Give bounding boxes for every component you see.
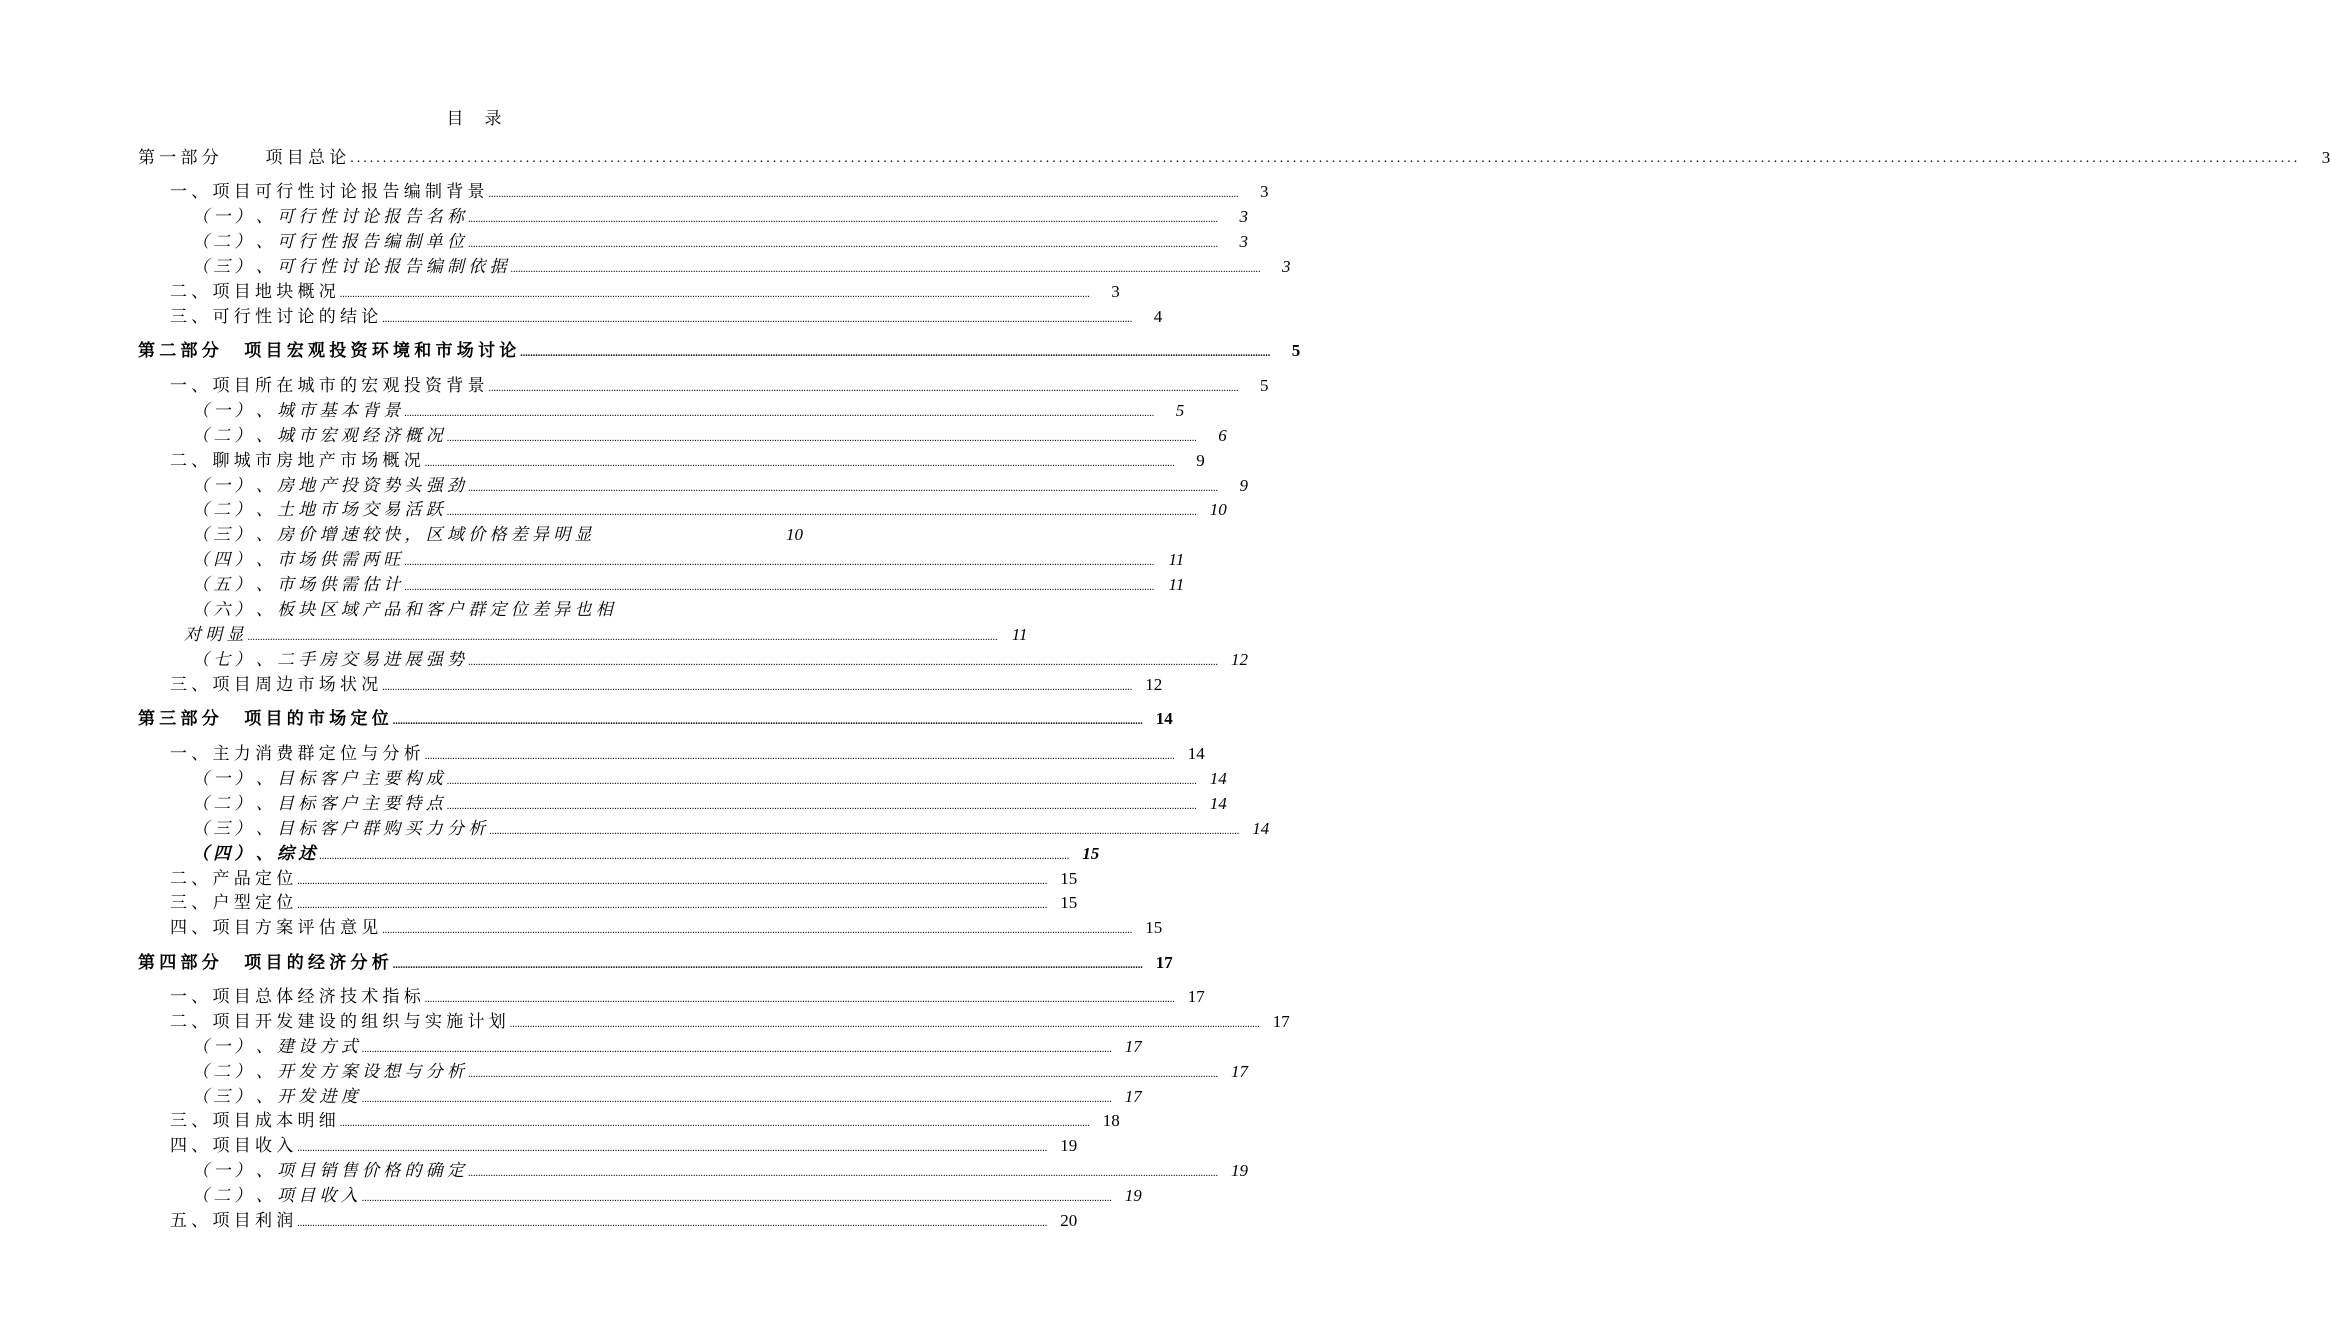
toc-entry[interactable] xyxy=(170,373,1269,397)
toc-page-number: 3 xyxy=(1260,182,1269,201)
toc-entry[interactable] xyxy=(192,1059,1248,1083)
toc-entry[interactable] xyxy=(192,254,1291,278)
dot-leader: ............................................................................................................................................................................................................................................................................................................ xyxy=(468,1069,1218,1080)
toc-entry[interactable] xyxy=(192,1158,1248,1182)
toc-entry[interactable] xyxy=(170,866,1078,890)
toc-entry-title: （ 一 ） 、 目 标 客 户 主 要 构 成 xyxy=(192,769,443,788)
toc-entry[interactable] xyxy=(170,890,1078,914)
toc-page-number: 3 xyxy=(1282,257,1291,276)
toc-entry[interactable] xyxy=(138,706,1173,730)
toc-entry[interactable] xyxy=(192,816,1270,840)
toc-entry[interactable] xyxy=(192,522,803,546)
toc-entry[interactable] xyxy=(170,1208,1078,1232)
toc-entry[interactable] xyxy=(170,304,1163,328)
toc-entry[interactable] xyxy=(192,1084,1142,1108)
toc-entry-title: （ 二 ） 、 土 地 市 场 交 易 活 跃 xyxy=(192,500,443,519)
toc-entry-title: 一 、 项 目 总 体 经 济 技 术 指 标 xyxy=(170,987,421,1006)
toc-entry[interactable] xyxy=(170,672,1163,696)
toc-page-number: 15 xyxy=(1145,918,1163,937)
toc-page-number: 18 xyxy=(1102,1111,1120,1130)
toc-entry[interactable] xyxy=(192,647,1248,671)
toc-page-number: 11 xyxy=(1168,550,1185,569)
dot-leader: ............................................................................................................................................................................................................................................................................................................ xyxy=(297,876,1048,887)
toc-entry-title: 第 一 部 分 项 目 总 论 xyxy=(138,148,347,167)
toc-entry-title: （ 二 ） 、 目 标 客 户 主 要 特 点 xyxy=(192,794,443,813)
toc-entry[interactable] xyxy=(170,1108,1120,1132)
dot-leader: ............................................................................................................................................................................................................................................................................................................ xyxy=(319,851,1070,862)
toc-entry[interactable] xyxy=(138,338,1301,362)
toc-entry-title: 四 、 项 目 收 入 xyxy=(170,1136,294,1155)
toc-entry-title: 第 四 部 分 项 目 的 经 济 分 析 xyxy=(138,953,389,972)
dot-leader: ............................................................................................................................................................................................................................................................................................................ xyxy=(361,1193,1112,1204)
toc-page-number: 9 xyxy=(1239,476,1248,495)
toc-entry-title: 二 、 项 目 地 块 概 况 xyxy=(170,282,336,301)
dot-leader: ............................................................................................................................................................................................................................................................................................................ xyxy=(509,1019,1260,1030)
toc-entry[interactable] xyxy=(192,766,1227,790)
dot-leader: ............................................................................................................................................................................................................................................................................................................ xyxy=(297,1218,1048,1229)
toc-page-number: 14 xyxy=(1155,709,1173,728)
toc-entry-title: 二 、 产 品 定 位 xyxy=(170,869,294,888)
dot-leader: ............................................................................................................................................................................................................................................................................................................ xyxy=(489,826,1240,837)
toc-page-number: 6 xyxy=(1218,426,1227,445)
toc-entry[interactable] xyxy=(192,398,1185,422)
toc-entry-title: 二 、 聊 城 市 房 地 产 市 场 概 况 xyxy=(170,451,421,470)
toc-page-number: 19 xyxy=(1124,1186,1142,1205)
toc-entry-title: 一 、 主 力 消 费 群 定 位 与 分 析 xyxy=(170,744,421,763)
dot-leader: ............................................................................................................................................................................................................................................................................................................ xyxy=(468,657,1218,668)
toc-entry-title: （ 一 ） 、 城 市 基 本 背 景 xyxy=(192,401,401,420)
toc-page-number: 3 xyxy=(1239,207,1248,226)
toc-entry-title: 一 、 项 目 所 在 城 市 的 宏 观 投 资 背 景 xyxy=(170,376,485,395)
toc-entry[interactable] xyxy=(192,1034,1142,1058)
toc-entry[interactable] xyxy=(192,204,1248,228)
toc-page-number: 11 xyxy=(1011,625,1028,644)
dot-leader: ............................................................................................................................................................................................................................................................................................................ xyxy=(404,408,1155,419)
toc-entry-title: 对 明 显 xyxy=(184,625,244,644)
toc-page-number: 5 xyxy=(1175,401,1185,420)
dot-leader: ............................................................................................................................................................................................................................................................................................................ xyxy=(382,314,1133,325)
toc-entry-title: （ 一 ） 、 房 地 产 投 资 势 头 强 劲 xyxy=(192,476,464,495)
toc-page-number: 5 xyxy=(1260,376,1269,395)
toc-entry[interactable] xyxy=(170,279,1120,303)
dot-leader: ............................................................................................................................................................................................................................................................................................................ xyxy=(339,1118,1090,1129)
toc-entry[interactable] xyxy=(192,572,1185,596)
toc-entry[interactable] xyxy=(170,179,1269,203)
dot-leader: ............................................................................................................................................................................................................................................................................................................ xyxy=(297,900,1048,911)
dot-leader: ............................................................................................................................................................................................................................................................................................................ xyxy=(446,776,1197,787)
toc-entry[interactable] xyxy=(192,547,1185,571)
toc-entry-title: （ 三 ） 、 目 标 客 户 群 购 买 力 分 析 xyxy=(192,819,486,838)
toc-entry-title: （ 二 ） 、 可 行 性 报 告 编 制 单 位 xyxy=(192,232,464,251)
dot-leader: ............................................................................................................................................................................................................................................................................................................ xyxy=(247,632,998,643)
toc-page-number: 20 xyxy=(1060,1211,1078,1230)
toc-entry[interactable] xyxy=(192,473,1248,497)
toc-entry[interactable] xyxy=(138,145,2330,169)
toc-page-number: 15 xyxy=(1060,869,1078,888)
dot-leader: ............................................................................................................................................................................................................................................................................................................ xyxy=(468,214,1218,225)
toc-entry-title: （ 三 ） 、 可 行 性 讨 论 报 告 编 制 依 据 xyxy=(192,257,507,276)
toc-entry-title: 五 、 项 目 利 润 xyxy=(170,1211,294,1230)
dot-leader: ............................................................................................................................................................................................................................................................................................................ xyxy=(510,264,1261,275)
toc-entry-title: 三 、 可 行 性 讨 论 的 结 论 xyxy=(170,307,379,326)
dot-leader: ............................................................................................................................................................................................................................................................................................................ xyxy=(468,483,1218,494)
toc-entry[interactable] xyxy=(170,1133,1078,1157)
toc-entry[interactable] xyxy=(192,229,1248,253)
toc-entry-title: （ 二 ） 、 城 市 宏 观 经 济 概 况 xyxy=(192,426,443,445)
toc-page-number: 3 xyxy=(1111,282,1120,301)
toc-entry[interactable] xyxy=(170,915,1163,939)
dot-leader: ............................................................................................................................................................................................................................................................................................................ xyxy=(424,751,1175,762)
dot-leader: ............................................................................................................................................................................................................................................................................................................ xyxy=(392,716,1143,727)
toc-entry-title: 第 二 部 分 项 目 宏 观 投 资 环 境 和 市 场 讨 论 xyxy=(138,341,517,360)
dot-leader: ............................................................................................................................................................................................................................................................................................................ xyxy=(297,1143,1048,1154)
toc-entry-title: （ 三 ） 、 开 发 进 度 xyxy=(192,1087,358,1106)
toc-entry[interactable] xyxy=(192,791,1227,815)
toc-entry[interactable] xyxy=(192,497,1227,521)
toc-page-number: 4 xyxy=(1153,307,1163,326)
toc-entry[interactable] xyxy=(170,1009,1290,1033)
toc-entry-title: 三 、 项 目 成 本 明 细 xyxy=(170,1111,336,1130)
toc-entry-title: （ 二 ） 、 项 目 收 入 xyxy=(192,1186,358,1205)
toc-page-number: 14 xyxy=(1187,744,1205,763)
dot-leader: ............................................................................................................................................................................................................................................................................................................ xyxy=(488,189,1239,200)
toc-entry-title: 二 、 项 目 开 发 建 设 的 组 织 与 实 施 计 划 xyxy=(170,1012,506,1031)
toc-entry-title: （ 四 ） 、 综 述 xyxy=(192,844,316,863)
dot-leader: ............................................................................................................................................................................................................................................................................................................ xyxy=(468,239,1218,250)
toc-entry[interactable] xyxy=(170,984,1205,1008)
toc-page-number: 11 xyxy=(1168,575,1185,594)
dot-leader: ............................................................................................................................................................................................................................................................................................................ xyxy=(424,458,1175,469)
toc-page-number: 10 xyxy=(1209,500,1227,519)
dot-leader: ............................................................................................................................................................................................................................................................................................................ xyxy=(404,557,1155,568)
toc-entry-title: （ 二 ） 、 开 发 方 案 设 想 与 分 析 xyxy=(192,1062,464,1081)
toc-page-number: 3 xyxy=(2321,148,2330,167)
toc-entry[interactable] xyxy=(192,1183,1142,1207)
toc-page-number: 14 xyxy=(1209,769,1227,788)
toc-page-number: 19 xyxy=(1231,1161,1248,1180)
toc-entry[interactable] xyxy=(184,622,1028,646)
toc-page-number: 12 xyxy=(1145,675,1163,694)
toc-entry[interactable] xyxy=(138,950,1173,974)
toc-entry-title: （ 六 ） 、 板 块 区 域 产 品 和 客 户 群 定 位 差 异 也 相 xyxy=(192,600,613,619)
toc-page-number: 17 xyxy=(1272,1012,1290,1031)
dot-leader: ............................................................................................................................................................................................................................................................................................................ xyxy=(488,383,1239,394)
toc-entry-title: （ 五 ） 、 市 场 供 需 估 计 xyxy=(192,575,401,594)
dot-leader: ............................................................................................................................................................................................................................................................................................................ xyxy=(446,433,1197,444)
toc-entry-title: 一 、 项 目 可 行 性 讨 论 报 告 编 制 背 景 xyxy=(170,182,485,201)
toc-entry-title: 第 三 部 分 项 目 的 市 场 定 位 xyxy=(138,709,389,728)
dot-leader: ............................................................................................................................................................................................................................................................................................................ xyxy=(350,151,2301,166)
toc-page-number: 17 xyxy=(1155,953,1173,972)
toc-entry[interactable] xyxy=(192,841,1100,865)
dot-leader: ............................................................................................................................................................................................................................................................................................................ xyxy=(520,348,1271,359)
toc-page-number: 5 xyxy=(1291,341,1301,360)
toc-page-number: 17 xyxy=(1187,987,1205,1006)
toc-page-number: 14 xyxy=(1252,819,1270,838)
toc-page-number: 9 xyxy=(1196,451,1205,470)
dot-leader: ............................................................................................................................................................................................................................................................................................................ xyxy=(361,1094,1112,1105)
dot-leader: ............................................................................................................................................................................................................................................................................................................ xyxy=(339,289,1090,300)
toc-entry-title: （ 七 ） 、 二 手 房 交 易 进 展 强 势 xyxy=(192,650,464,669)
toc-entry[interactable] xyxy=(170,448,1205,472)
dot-leader: ............................................................................................................................................................................................................................................................................................................ xyxy=(382,925,1133,936)
dot-leader: ............................................................................................................................................................................................................................................................................................................ xyxy=(424,994,1175,1005)
dot-leader: ............................................................................................................................................................................................................................................................................................................ xyxy=(361,1044,1112,1055)
toc-title: 目 录 xyxy=(446,109,504,128)
toc-entry-title: （ 一 ） 、 项 目 销 售 价 格 的 确 定 xyxy=(192,1161,464,1180)
toc-page-number: 12 xyxy=(1231,650,1248,669)
toc-page-number: 10 xyxy=(786,525,803,544)
dot-leader: ............................................................................................................................................................................................................................................................................................................ xyxy=(446,507,1197,518)
toc-page-number: 19 xyxy=(1060,1136,1078,1155)
toc-page-number: 3 xyxy=(1239,232,1248,251)
toc-page-number: 14 xyxy=(1209,794,1227,813)
toc-entry-title: （ 三 ） 、 房 价 增 速 较 快 ， 区 域 价 格 差 异 明 显 xyxy=(192,525,592,544)
dot-leader: ............................................................................................................................................................................................................................................................................................................ xyxy=(382,682,1133,693)
toc-entry-title: 四 、 项 目 方 案 评 估 意 见 xyxy=(170,918,379,937)
dot-leader: ............................................................................................................................................................................................................................................................................................................ xyxy=(392,960,1143,971)
toc-entry-title: （ 一 ） 、 建 设 方 式 xyxy=(192,1037,358,1056)
toc-entry-title: 三 、 项 目 周 边 市 场 状 况 xyxy=(170,675,379,694)
toc-entry[interactable] xyxy=(192,597,803,621)
toc-entry[interactable] xyxy=(192,423,1227,447)
toc-page-number: 15 xyxy=(1082,844,1100,863)
toc-page-number: 17 xyxy=(1124,1037,1142,1056)
toc-entry-title: （ 四 ） 、 市 场 供 需 两 旺 xyxy=(192,550,401,569)
dot-leader: ............................................................................................................................................................................................................................................................................................................ xyxy=(468,1168,1218,1179)
toc-page-number: 17 xyxy=(1231,1062,1248,1081)
dot-leader: ............................................................................................................................................................................................................................................................................................................ xyxy=(446,801,1197,812)
toc-entry-title: 三 、 户 型 定 位 xyxy=(170,893,294,912)
toc-entry-title: （ 一 ） 、 可 行 性 讨 论 报 告 名 称 xyxy=(192,207,464,226)
dot-leader: ............................................................................................................................................................................................................................................................................................................ xyxy=(404,582,1155,593)
toc-entry[interactable] xyxy=(170,741,1205,765)
toc-page-number: 15 xyxy=(1060,893,1078,912)
toc-page-number: 17 xyxy=(1124,1087,1142,1106)
